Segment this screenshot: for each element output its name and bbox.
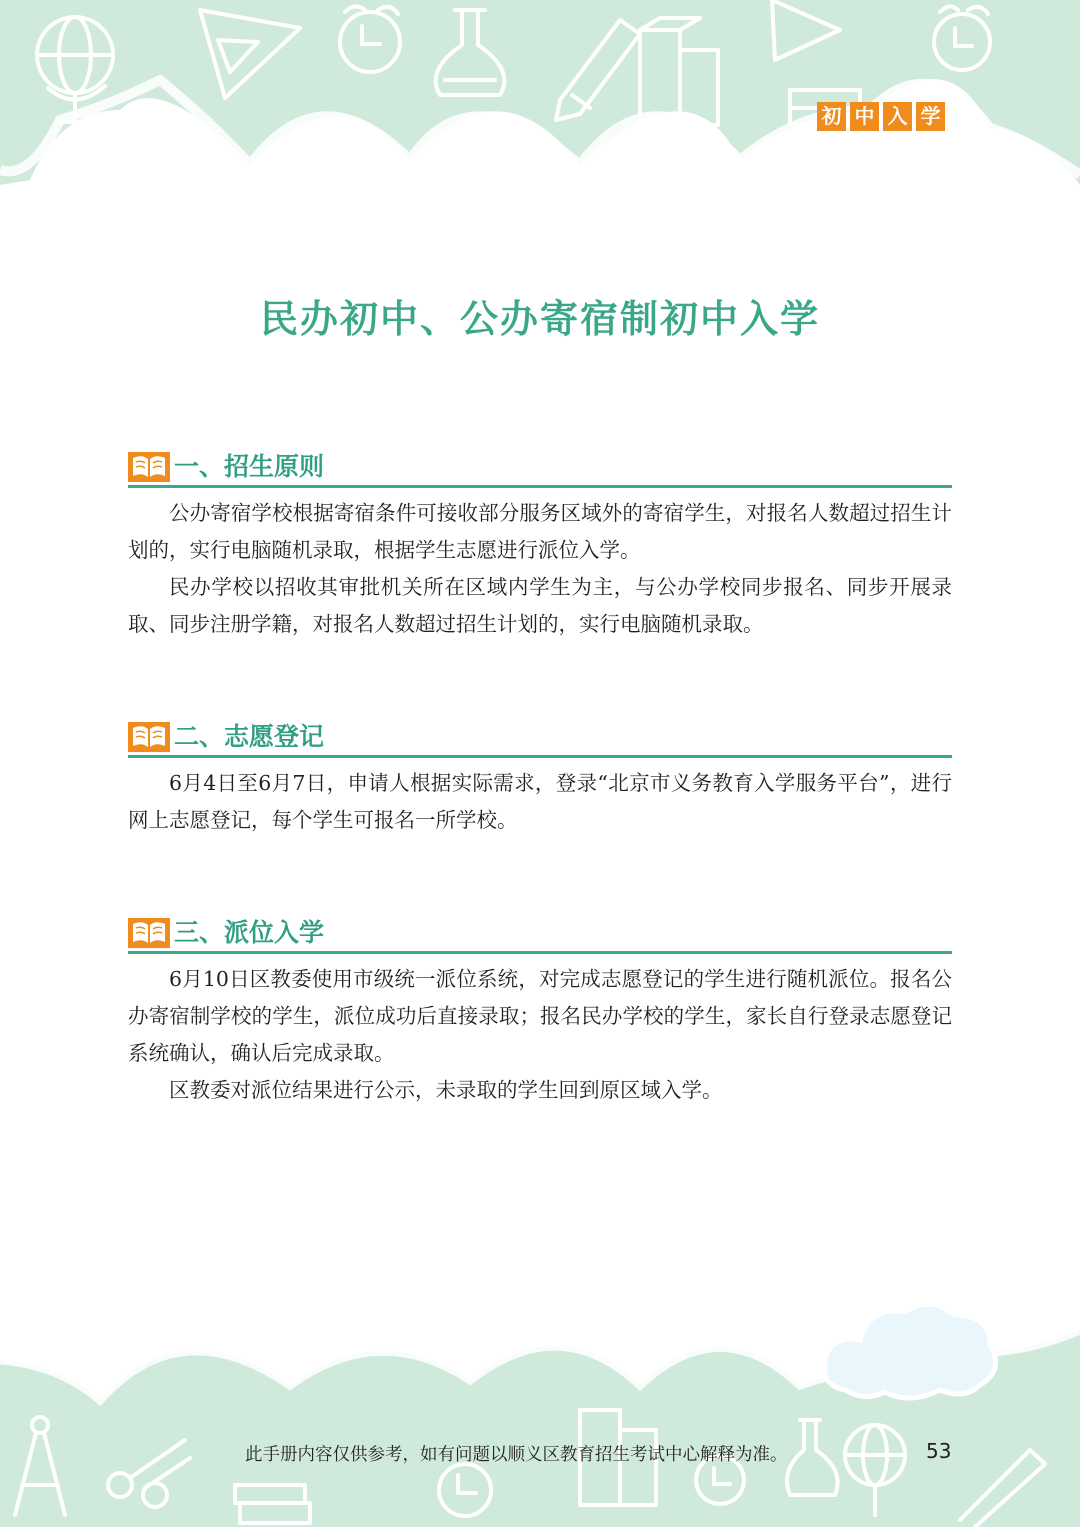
page-title: 民办初中、公办寄宿制初中入学 bbox=[259, 297, 820, 341]
badge-char: 学 bbox=[916, 102, 945, 131]
paragraph: 民办学校以招收其审批机关所在区域内学生为主，与公办学校同步报名、同步开展录取、同步注册学籍，对报名人数超过招生计划的，实行电脑随机录取。 bbox=[128, 575, 952, 636]
section-badge bbox=[817, 102, 945, 131]
badge-char: 入 bbox=[883, 102, 912, 131]
section-title: 一、招生原则 bbox=[174, 452, 325, 481]
open-book-icon bbox=[128, 720, 170, 752]
section-heading bbox=[128, 446, 952, 486]
paragraph: 6月4日至6月7日，申请人根据实际需求，登录“北京市义务教育入学服务平台”，进行网上志愿登记，每个学生可报名一所学校。 bbox=[128, 771, 952, 832]
page-number: 53 bbox=[926, 1439, 952, 1463]
section-title: 二、志愿登记 bbox=[174, 722, 325, 751]
section-title: 三、派位入学 bbox=[174, 918, 325, 947]
paragraph: 6月10日区教委使用市级统一派位系统，对完成志愿登记的学生进行随机派位。报名公办寄宿制学校的学生，派位成功后直接录取；报名民办学校的学生，家长自行登录志愿登记系统确认，确认后完成录取。 bbox=[128, 967, 952, 1065]
section-admission-principles bbox=[128, 446, 952, 643]
cloud-icon bbox=[824, 1304, 995, 1398]
paragraph: 公办寄宿学校根据寄宿条件可接收部分服务区域外的寄宿学生，对报名人数超过招生计划的，实行电脑随机录取，根据学生志愿进行派位入学。 bbox=[128, 501, 952, 562]
section-lottery-admission bbox=[128, 912, 952, 1109]
footer-disclaimer: 此手册内容仅供参考，如有问题以顺义区教育招生考试中心解释为准。 bbox=[245, 1445, 788, 1465]
badge-char: 初 bbox=[817, 102, 846, 131]
section-divider bbox=[128, 951, 952, 954]
section-heading bbox=[128, 912, 952, 952]
open-book-icon bbox=[128, 450, 170, 482]
bottom-decorative-band bbox=[0, 1290, 1080, 1527]
section-divider bbox=[128, 485, 952, 488]
paragraph: 区教委对派位结果进行公示，未录取的学生回到原区域入学。 bbox=[169, 1078, 723, 1102]
section-application-registration bbox=[128, 716, 952, 839]
section-heading bbox=[128, 716, 952, 756]
section-divider bbox=[128, 755, 952, 758]
badge-char: 中 bbox=[850, 102, 879, 131]
open-book-icon bbox=[128, 916, 170, 948]
